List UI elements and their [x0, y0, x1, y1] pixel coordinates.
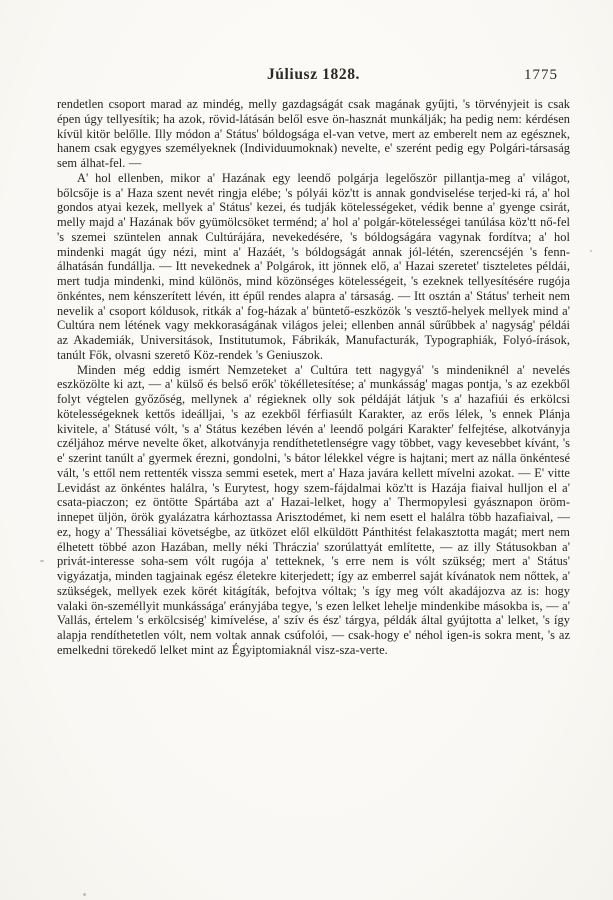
- body-text: [57, 97, 570, 658]
- page-number: 1775: [524, 67, 558, 83]
- page-header: [57, 66, 570, 88]
- scan-speck: [83, 893, 86, 896]
- header-date: Júliusz 1828.: [266, 66, 361, 83]
- paragraph-continuation: rendetlen csoport marad az mindég, melly gazdagságát csak magának gyűjti, 's törvényjeit is csak épen úgy tellyesítik; ha azok, rövid-látásán belől esve ön-hasznát munkálják; ha pedig nem: kérdésen kívül kitör belőlle. Illy módon a' Státus' bóldogsága el-van vetve, mert az emberelt nem az egésznek, hanem csak egygyes személyeknek (Individuumoknak) nevelte, e' szerént pedig egy Polgári-társaság sem álhat-fel. —: [57, 97, 570, 170]
- paragraph: Minden még eddig ismért Nemzeteket a' Cultúra tett nagygyá' 's mindeniknél a' nevelés eszközölte ki azt, — a' külső és belső erők' tökélletesítése; a' munkásság' magas pontja, 's az ezekből folyt végtelen győzőség, mellynek a' régieknek olly sok példáját látjuk 's a' hazafiúi és erkölcsi kötelességeknek kettős ideálljai, 's az ezekből férfiasúlt Karakter, az erős lélek, 's ennek Plánja kivitele, a' Státusé vólt, 's a' Státus kezében lévén a' leendő polgári Karakter' felfejtése, alkotványja czéljához mérve nevelte őket, alkotványja rendíthetetlenségre vagy többet, vagy kevesebbet kívánt, 's e' szerint tanúlt a' gyermek érezni, gondolni, 's bátor lélekkel végre is hajtani; mert az nálla önkéntesé vált, 's ettől nem rettenték vissza semmi esetek, mert a' Haza javára kellett mívelni azokat. — E' vitte Levidást az önkéntes halálra, 's Eurytest, hogy szem-fájdalmai köz'tt is Hazája fiaival hulljon el a' csata-piaczon; ez öntötte Spártába azt a' Hazai-lelket, hogy a' Thermopylesi gyásznapon öröm-innepet üljön, örök gyalázatra kárhoztassa Arisztodémet, ki nem esett el halálra több hazafiaival, — ez, hogy a' Thessáliai követségbe, az ütközet elől elküldött Pánthitést felakasztotta magát; mert nem élhetett többé azon Hazában, melly néki Thráczia' szorúlattyát említette, — az illy Státusokban a' privát-interesse soha-sem vólt rugója a' tetteknek, 's erre nem is vólt szükség; mert a' Státus' vigyázatja, minden tagjainak egész életekre kiterjedett; így az emberrel saját kívánatok nem nőttek, a' szükségek, mellyek ezek körét kitágíták, befojtva vóltak; 's így meg vólt akadájozva az is: hogy valaki ön-személlyit munkássága' erányjába tegye, 's ezen lelket lehelje mindenkibe másokba is, — a' Vallás, értelem 's erkölcsiség' kimívelése, a' szív és ész' tárgya, példák által gyújtotta a' lelket, 's így alapja rendíthetetlen vólt, nem voltak annak csúfolói, — csak-hogy e' néhol igen-is sokra ment, 's az emelkedni törekedő lelket mint az Égyiptomiaknál visz-sza-verte.: [57, 362, 570, 657]
- scan-speck: [590, 250, 592, 252]
- paragraph: A' hol ellenben, mikor a' Hazának egy leendő polgárja legelőször pillantja-meg a' világot, bőlcsője is a' Haza szent nevét ringja elébe; 's pólyái köz'tt is annak gondviselése terjed-ki rá, a' hol gondos atyai kezek, mellyek a' Státus' kezei, és tudják kötelességeket, védik benne a' gyenge csirát, melly majd a' Hazának bőv gyümölcsöket terménd; a' hol a' polgár-kötelességei tanúlása köz'tt nő-fel 's szemei szüntelen annak Cultúrájára, nevekedésére, 's bóldogságára vagynak fordítva; a' hol mindenki magát úgy nézi, mint a' Hazáét, 's bóldogságát annak jól-létén, szerencséjén 's fenn-álhatásán fundállja. — Itt nevekednek a' Polgárok, itt jönnek elő, a' Hazai szeretet' tiszteletes példái, mert tudja mindenki, mind különös, mind közönséges kötelességeit, 's ezeknek tellyesítésére rugója önkéntes, nem kénszerített lévén, itt épűl rendes alapra a' társaság. — Itt osztán a' Státus' terheit nem nevelik a' csoport kóldusok, ritkák a' fog-házak a' büntető-eszközök 's vesztő-helyek mellyek mind a' Cultúra nem létének vagy mekkoraságának világos jelei; ellenben annál sűrűbbek a' nagyság' példái az Akademiák, Universitások, Institutumok, Fábrikák, Manufacturák, Typographiák, Folyó-írások, tanúlt Fők, olvasni szerető Köz-rendek 's Geniuszok.: [57, 170, 570, 362]
- scan-speck: [40, 560, 44, 562]
